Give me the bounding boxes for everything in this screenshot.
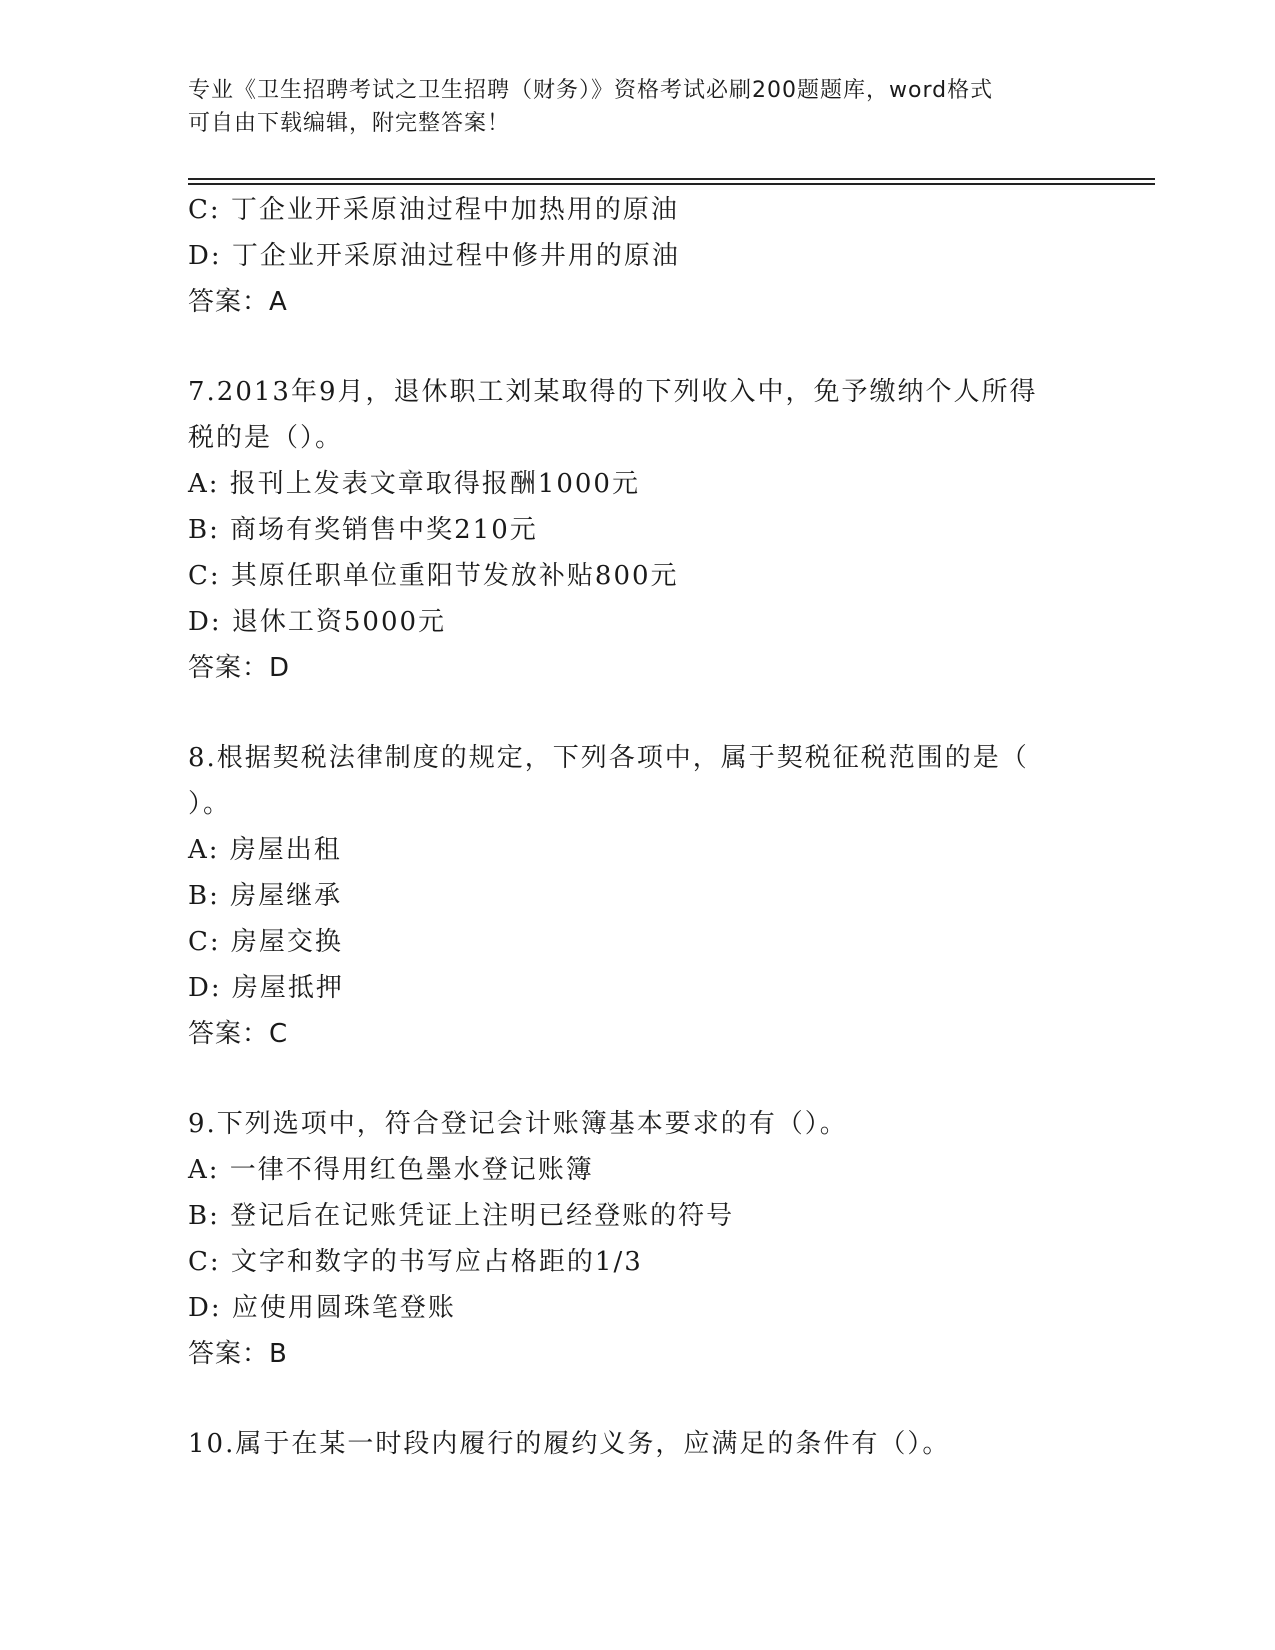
option-a: A: 房屋出租 [188,835,342,865]
question-8 [188,735,1088,1057]
answer-line: 答案：D [188,653,291,683]
option-c: C: 其原任职单位重阳节发放补贴800元 [188,561,679,591]
header-title-line-1: 专业《卫生招聘考试之卫生招聘（财务）》资格考试必刷200题题库，word格式 [188,78,994,103]
option-d: D: 丁企业开采原油过程中修井用的原油 [188,241,680,271]
question-stem [188,1421,1088,1467]
header-divider-bottom [188,183,1155,185]
option-c: C: 文字和数字的书写应占格距的1/3 [188,1247,643,1277]
question-stem-line-1: 10.属于在某一时段内履行的履约义务，应满足的条件有（）。 [188,1429,951,1459]
option-b: B: 登记后在记账凭证上注明已经登账的符号 [188,1201,735,1231]
option-b: B: 商场有奖销售中奖210元 [188,515,538,545]
option-c: C: 丁企业开采原油过程中加热用的原油 [188,195,679,225]
question-10 [188,1421,1088,1467]
question-7 [188,369,1088,691]
question-stem-line-1: 9.下列选项中，符合登记会计账簿基本要求的有（）。 [188,1109,848,1139]
answer-line: 答案：A [188,287,288,317]
document-header [188,74,1068,140]
carryover-question [188,187,1088,325]
answer-line: 答案：B [188,1339,288,1369]
question-stem-line-2: ）。 [188,789,232,819]
question-stem-line-1: 7.2013年9月，退休职工刘某取得的下列收入中，免予缴纳个人所得 [188,377,1038,407]
question-stem-line-2: 税的是（）。 [188,423,344,453]
option-a: A: 报刊上发表文章取得报酬1000元 [188,469,640,499]
answer-line: 答案：C [188,1019,289,1049]
option-b: B: 房屋继承 [188,881,343,911]
question-9 [188,1101,1088,1377]
question-stem [188,735,1088,827]
header-title-line-2: 可自由下载编辑，附完整答案！ [188,111,511,136]
question-stem [188,369,1088,461]
option-c: C: 房屋交换 [188,927,343,957]
header-divider-top [188,178,1155,180]
option-d: D: 退休工资5000元 [188,607,447,637]
document-body [188,187,1088,1467]
question-stem [188,1101,1088,1147]
option-a: A: 一律不得用红色墨水登记账簿 [188,1155,594,1185]
option-d: D: 应使用圆珠笔登账 [188,1293,456,1323]
option-d: D: 房屋抵押 [188,973,344,1003]
question-stem-line-1: 8.根据契税法律制度的规定，下列各项中，属于契税征税范围的是（ [188,743,1029,773]
